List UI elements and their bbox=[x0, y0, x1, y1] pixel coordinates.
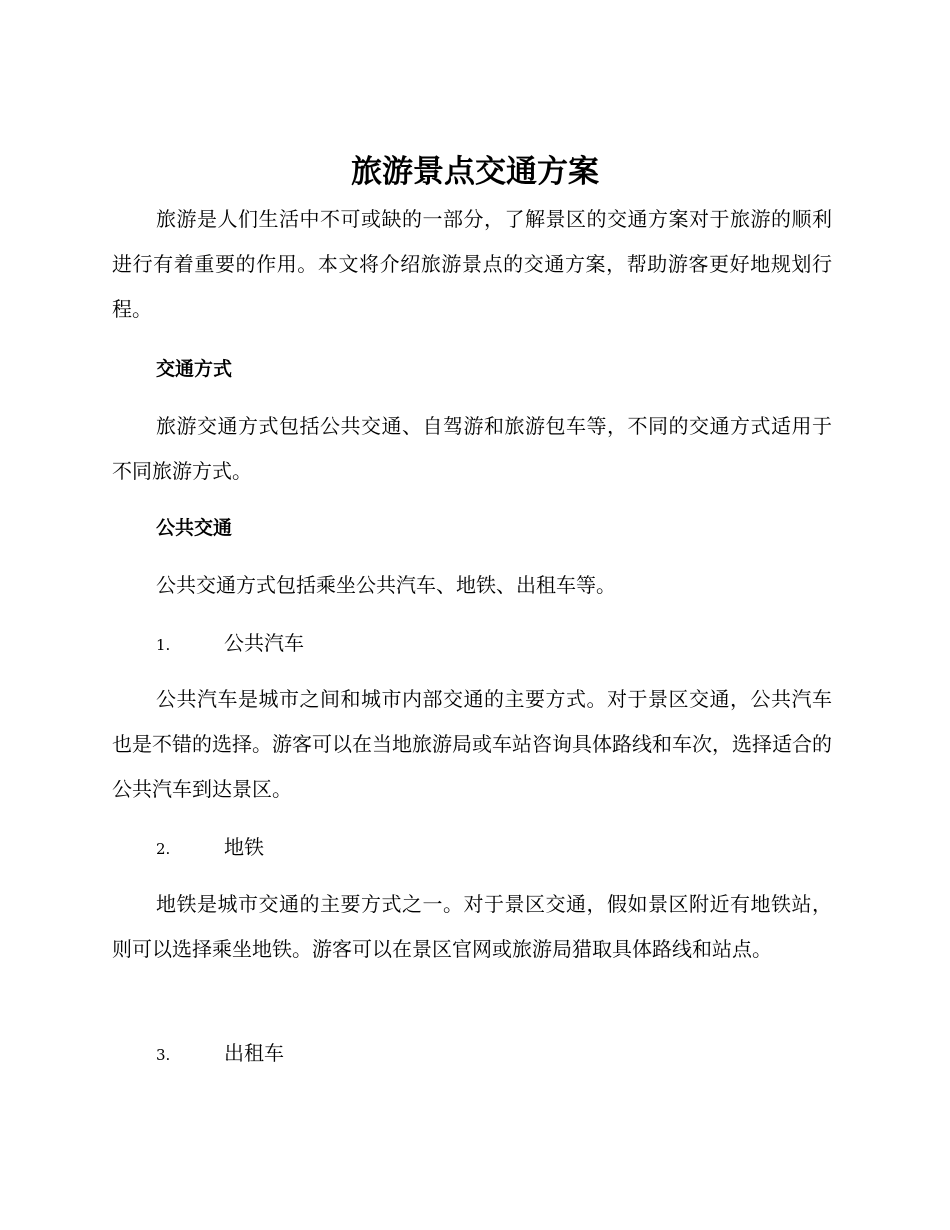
list-item-bus bbox=[156, 628, 304, 660]
document-title: 旅游景点交通方案 bbox=[351, 154, 599, 190]
modes-paragraph: 旅游交通方式包括公共交通、自驾游和旅游包车等，不同的交通方式适用于不同旅游方式。 bbox=[112, 414, 832, 483]
section-heading-modes: 交通方式 bbox=[156, 358, 233, 380]
subway-paragraph: 地铁是城市交通的主要方式之一。对于景区交通，假如景区附近有地铁站，则可以选择乘坐地铁。游客可以在景区官网或旅游局猎取具体路线和站点。 bbox=[112, 892, 832, 961]
intro-paragraph: 旅游是人们生活中不可或缺的一部分，了解景区的交通方案对于旅游的顺利进行有着重要的作用。本文将介绍旅游景点的交通方案，帮助游客更好地规划行程。 bbox=[112, 207, 832, 321]
list-item-taxi bbox=[156, 1038, 284, 1070]
list-number: 2. bbox=[156, 840, 171, 858]
list-number: 1. bbox=[156, 636, 171, 654]
list-number: 3. bbox=[156, 1046, 171, 1064]
list-label: 地铁 bbox=[224, 835, 264, 859]
list-label: 公共汽车 bbox=[224, 631, 304, 655]
list-item-subway bbox=[156, 832, 264, 864]
list-label: 出租车 bbox=[224, 1041, 284, 1065]
section-heading-public: 公共交通 bbox=[156, 517, 233, 539]
bus-paragraph: 公共汽车是城市之间和城市内部交通的主要方式。对于景区交通，公共汽车也是不错的选择。游客可以在当地旅游局或车站咨询具体路线和车次，选择适合的公共汽车到达景区。 bbox=[112, 687, 832, 801]
public-paragraph: 公共交通方式包括乘坐公共汽车、地铁、出租车等。 bbox=[156, 573, 616, 597]
